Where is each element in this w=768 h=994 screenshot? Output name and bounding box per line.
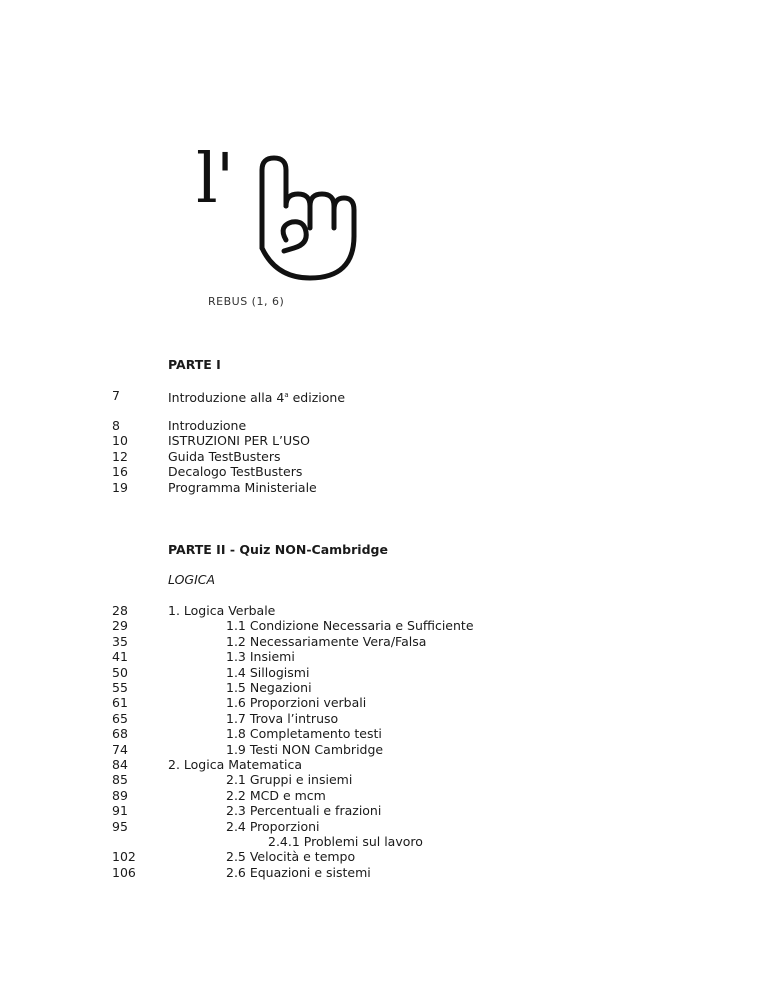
toc-title: ISTRUZIONI PER L’USO <box>168 433 310 449</box>
toc-row <box>0 603 768 618</box>
toc-page: 74 <box>112 741 128 757</box>
toc-row <box>0 480 768 495</box>
rebus-graphic <box>190 140 360 290</box>
toc-page: 106 <box>112 864 136 880</box>
toc-row <box>0 711 768 726</box>
toc-title: 1.9 Testi NON Cambridge <box>226 741 384 757</box>
toc-row <box>0 665 768 680</box>
pointing-finger-hand-icon <box>248 148 358 283</box>
toc-page: 12 <box>112 448 128 464</box>
toc-page: 61 <box>112 695 128 711</box>
toc-title: 1.6 Proporzioni verbali <box>226 695 367 711</box>
toc-page: 8 <box>112 418 120 433</box>
toc-title: 1.2 Necessariamente Vera/Falsa <box>226 633 427 649</box>
part1-heading <box>0 357 768 372</box>
toc-row <box>0 680 768 695</box>
toc-title: 1.1 Condizione Necessaria e Sufficiente <box>226 618 474 634</box>
toc-row <box>0 449 768 464</box>
toc-row <box>0 742 768 757</box>
part2-heading-text: PARTE II - Quiz NON-Cambridge <box>168 542 388 557</box>
toc-row <box>0 788 768 803</box>
toc-page: 35 <box>112 633 128 649</box>
part1-heading-text: PARTE I <box>168 357 221 372</box>
toc-row <box>0 695 768 710</box>
toc-page: 41 <box>112 649 128 665</box>
toc-page: 28 <box>112 603 128 618</box>
toc-title: 1.5 Negazioni <box>226 680 312 695</box>
toc-row <box>0 772 768 787</box>
toc-title: 2.6 Equazioni e sistemi <box>226 864 371 880</box>
toc-title: 1.8 Completamento testi <box>226 726 382 742</box>
toc-page: 10 <box>112 433 128 449</box>
toc-page: 7 <box>112 388 120 403</box>
toc-title: Introduzione alla 4$^a$ edizione <box>168 390 346 405</box>
toc-title: 2.4.1 Problemi sul lavoro <box>268 834 423 849</box>
toc-row <box>0 803 768 818</box>
toc-page: 89 <box>112 787 128 803</box>
toc-row <box>0 726 768 741</box>
toc-page: 29 <box>112 618 128 634</box>
toc-page: 68 <box>112 726 128 742</box>
toc-page: 102 <box>112 849 136 865</box>
toc-row <box>0 865 768 880</box>
toc-title: Decalogo TestBusters <box>168 464 303 480</box>
toc-title: 2.5 Velocità e tempo <box>226 849 356 865</box>
toc-row <box>0 757 768 772</box>
toc-row <box>0 433 768 448</box>
toc-title: 1. Logica Verbale <box>168 603 276 618</box>
rebus-letters: l' <box>196 140 233 219</box>
rebus-caption: REBUS (1, 6) <box>208 295 285 308</box>
toc-page: 65 <box>112 710 128 726</box>
toc-row <box>0 849 768 864</box>
toc-row <box>0 634 768 649</box>
toc-page: 16 <box>112 464 128 480</box>
toc-row <box>0 819 768 834</box>
toc-row <box>0 464 768 479</box>
toc-title: 2.4 Proporzioni <box>226 818 320 834</box>
toc-page: 50 <box>112 664 128 680</box>
toc-row <box>0 388 768 403</box>
toc-page: 95 <box>112 818 128 834</box>
toc-row <box>0 649 768 664</box>
toc-title: 1.3 Insiemi <box>226 649 295 665</box>
toc-title: Programma Ministeriale <box>168 479 317 495</box>
toc-title: Guida TestBusters <box>168 448 281 464</box>
toc-page: 55 <box>112 680 128 695</box>
section-heading-text: LOGICA <box>168 572 216 587</box>
toc-title: 2.3 Percentuali e frazioni <box>226 803 382 819</box>
part2-heading <box>0 542 768 557</box>
toc-page: 91 <box>112 803 128 819</box>
toc-row <box>0 418 768 433</box>
section-heading <box>0 572 768 587</box>
toc-title: 2.2 MCD e mcm <box>226 787 326 803</box>
toc-title: 1.7 Trova l’intruso <box>226 710 339 726</box>
toc-row <box>0 834 768 849</box>
toc-row <box>0 618 768 633</box>
toc-page: 84 <box>112 757 128 772</box>
toc-title: 1.4 Sillogismi <box>226 664 310 680</box>
toc-title: Introduzione <box>168 418 247 433</box>
toc-page: 85 <box>112 772 128 788</box>
toc-title: 2. Logica Matematica <box>168 757 302 772</box>
toc-title: 2.1 Gruppi e insiemi <box>226 772 353 788</box>
toc-page: 19 <box>112 479 128 495</box>
